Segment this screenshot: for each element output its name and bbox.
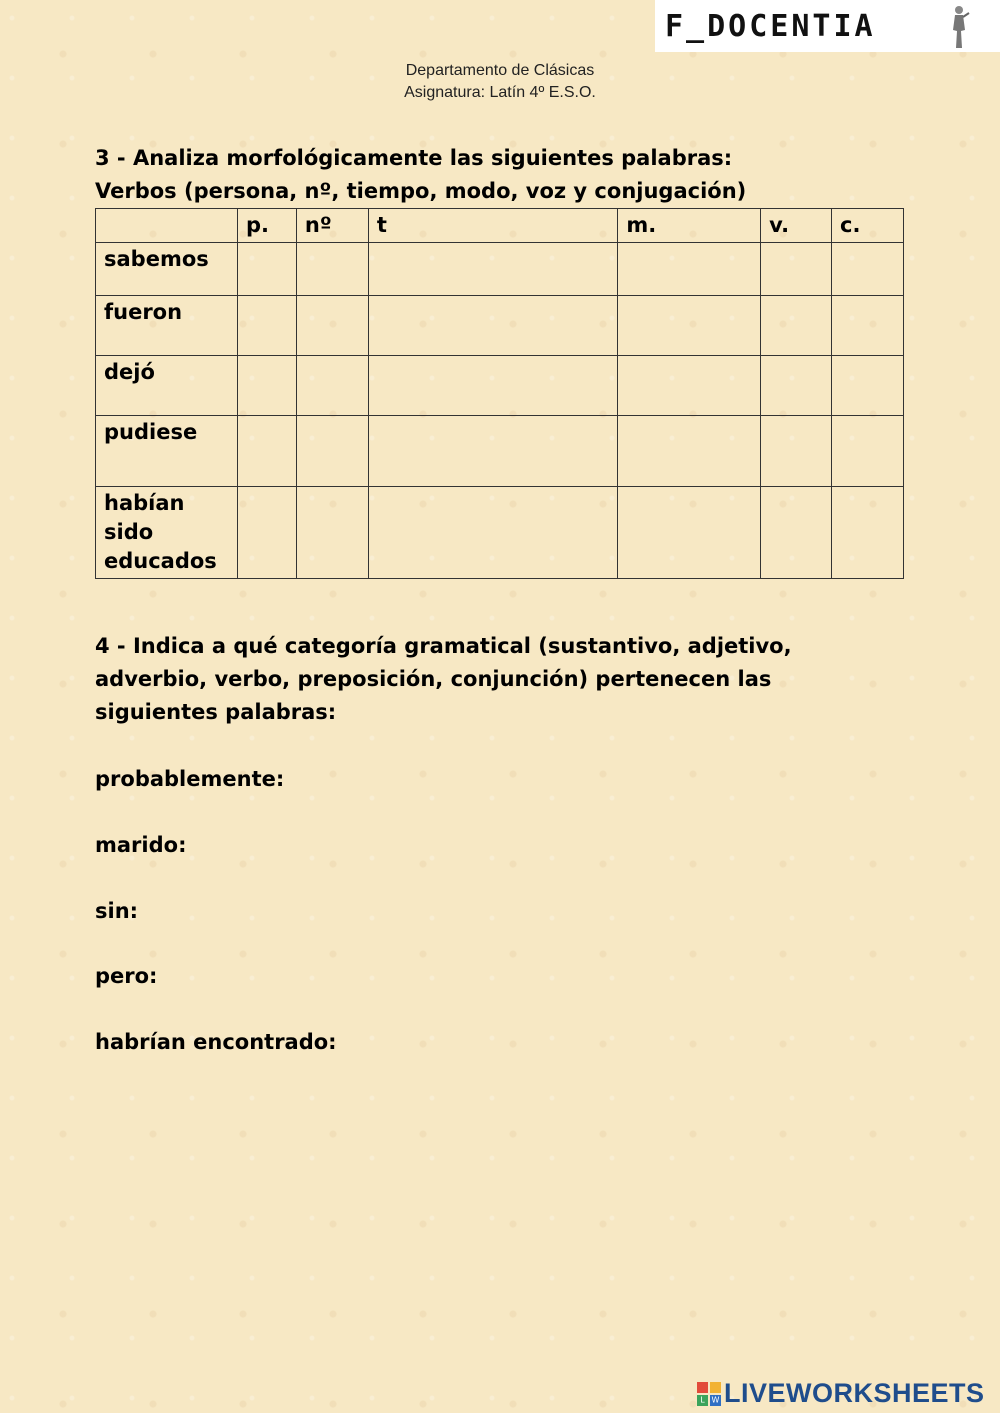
table-row bbox=[96, 356, 904, 416]
answer-cell[interactable] bbox=[237, 356, 296, 416]
answer-cell[interactable] bbox=[761, 487, 832, 579]
badge-letter-w: W bbox=[711, 1395, 720, 1404]
answer-cell[interactable] bbox=[237, 416, 296, 487]
word-prompt: marido: bbox=[95, 833, 187, 857]
answer-cell[interactable] bbox=[761, 356, 832, 416]
answer-cell[interactable] bbox=[618, 243, 761, 296]
answer-cell[interactable] bbox=[832, 416, 904, 487]
answer-cell[interactable] bbox=[832, 356, 904, 416]
row-label: fueron bbox=[96, 296, 238, 356]
table-header-row bbox=[96, 209, 904, 243]
answer-cell[interactable] bbox=[832, 296, 904, 356]
table-row bbox=[96, 416, 904, 487]
answer-cell[interactable] bbox=[832, 243, 904, 296]
answer-cell[interactable] bbox=[237, 243, 296, 296]
answer-cell[interactable] bbox=[618, 487, 761, 579]
document-header bbox=[0, 60, 1000, 104]
answer-cell[interactable] bbox=[618, 296, 761, 356]
header-cell: c. bbox=[832, 209, 904, 243]
word-prompt: sin: bbox=[95, 899, 139, 923]
word-prompt: habrían encontrado: bbox=[95, 1030, 337, 1054]
exercise-4-instruction: 4 - Indica a qué categoría gramatical (sustantivo, adjetivo, adverbio, verbo, preposición, conjunción) pertenecen las siguientes palabras: bbox=[95, 634, 792, 724]
answer-cell[interactable] bbox=[368, 296, 618, 356]
answer-cell[interactable] bbox=[368, 243, 618, 296]
subject-label: Asignatura: Latín 4º E.S.O. bbox=[404, 84, 596, 101]
answer-cell[interactable] bbox=[296, 416, 368, 487]
header-cell: t bbox=[368, 209, 618, 243]
answer-cell[interactable] bbox=[237, 296, 296, 356]
answer-cell[interactable] bbox=[296, 296, 368, 356]
header-cell: p. bbox=[237, 209, 296, 243]
table-row bbox=[96, 487, 904, 579]
word-prompt: probablemente: bbox=[95, 767, 285, 791]
row-label: sabemos bbox=[96, 243, 238, 296]
answer-cell[interactable] bbox=[761, 243, 832, 296]
statue-icon bbox=[946, 4, 972, 50]
header-cell: v. bbox=[761, 209, 832, 243]
logo-text: F_DOCENTIA bbox=[665, 8, 876, 44]
answer-cell[interactable] bbox=[368, 356, 618, 416]
answer-cell[interactable] bbox=[296, 356, 368, 416]
answer-cell[interactable] bbox=[832, 487, 904, 579]
answer-cell[interactable] bbox=[296, 243, 368, 296]
header-cell: nº bbox=[296, 209, 368, 243]
word-prompt: pero: bbox=[95, 964, 158, 988]
row-label: habían sido educados bbox=[96, 487, 238, 579]
table-row bbox=[96, 296, 904, 356]
answer-cell[interactable] bbox=[237, 487, 296, 579]
exercise-3-line-2: Verbos (persona, nº, tiempo, modo, voz y conjugación) bbox=[95, 179, 747, 203]
verb-analysis-table bbox=[95, 208, 904, 579]
logo-banner bbox=[655, 0, 1000, 52]
table-row bbox=[96, 243, 904, 296]
header-cell-empty bbox=[96, 209, 238, 243]
row-label: pudiese bbox=[96, 416, 238, 487]
answer-cell[interactable] bbox=[761, 416, 832, 487]
exercise-3-line-1: 3 - Analiza morfológicamente las siguientes palabras: bbox=[95, 146, 733, 170]
department-label: Departamento de Clásicas bbox=[405, 62, 595, 79]
liveworksheets-logo bbox=[697, 1378, 985, 1409]
answer-cell[interactable] bbox=[618, 356, 761, 416]
liveworksheets-badge-icon bbox=[697, 1382, 721, 1406]
answer-cell[interactable] bbox=[618, 416, 761, 487]
header-cell: m. bbox=[618, 209, 761, 243]
answer-cell[interactable] bbox=[296, 487, 368, 579]
answer-cell[interactable] bbox=[368, 487, 618, 579]
exercise-3-title bbox=[95, 142, 746, 208]
row-label: dejó bbox=[96, 356, 238, 416]
liveworksheets-brand: LIVEWORKSHEETS bbox=[724, 1378, 985, 1408]
answer-cell[interactable] bbox=[368, 416, 618, 487]
answer-cell[interactable] bbox=[761, 296, 832, 356]
badge-letter-l: L bbox=[700, 1395, 705, 1404]
